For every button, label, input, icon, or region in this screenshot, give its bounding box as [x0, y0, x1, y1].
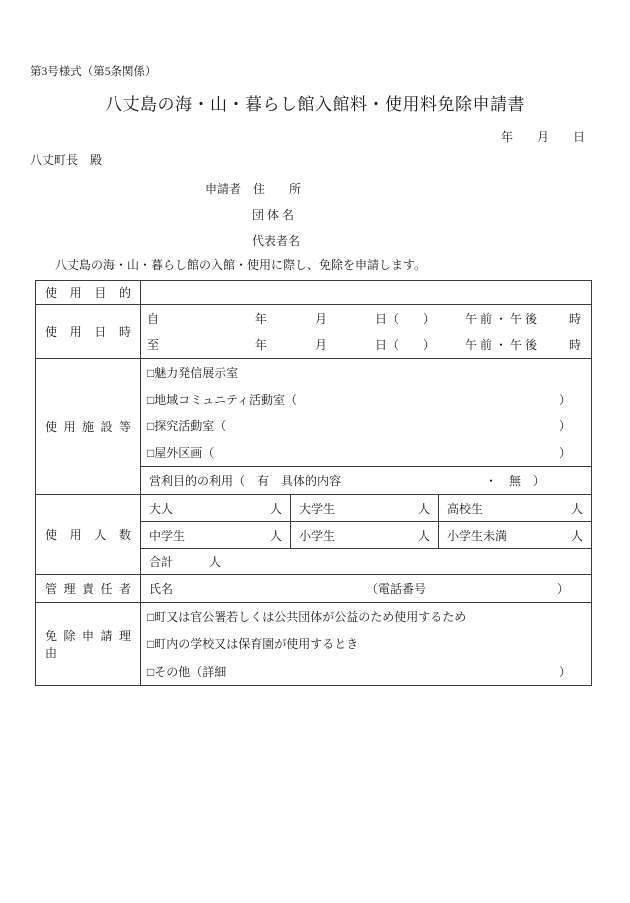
intro-sentence: 八丈島の海・山・暮らし館の入館・使用に際し、免除を申請します。 [55, 258, 427, 272]
page-title: 八丈島の海・山・暮らし館入館料・使用料免除申請書 [105, 95, 525, 114]
people-preschool-field[interactable] [439, 527, 591, 544]
datetime-from-hour-unit: 時 [569, 311, 582, 326]
row-datetime [36, 305, 592, 359]
datetime-field[interactable] [141, 305, 591, 358]
checkbox-icon[interactable]: □ [147, 637, 155, 652]
people-highschool-label: 高校生 [447, 501, 484, 516]
people-university-field[interactable] [291, 500, 438, 517]
people-unit: 人 [269, 528, 282, 543]
purpose-value-field[interactable] [141, 281, 592, 305]
close-paren: ） [559, 392, 572, 407]
people-label: 使 用 人 数 [36, 495, 141, 575]
exemption-option-label: 町又は官公署若しくは公共団体が公益のため使用するため [154, 610, 467, 625]
facilities-label: 使 用 施 設 等 [36, 359, 141, 495]
exemption-option-label: 町内の学校又は保育園が使用するとき [154, 637, 359, 652]
applicant-block [205, 176, 301, 254]
datetime-to-hour-unit: 時 [569, 338, 582, 353]
facility-option-inquiry [147, 417, 583, 434]
people-juniorhigh-field[interactable] [141, 527, 290, 544]
people-university-label: 大学生 [299, 501, 336, 516]
exemption-options [141, 603, 591, 685]
exemption-label: 免 除 申 請 理 由 [36, 603, 141, 686]
purpose-label: 使 用 目 的 [36, 281, 141, 305]
close-paren: ） [557, 582, 570, 596]
people-elementary-label: 小学生 [299, 528, 336, 543]
facility-option-label: 魅力発信展示室 [154, 365, 239, 380]
facility-option-exhibit [147, 364, 583, 381]
checkbox-icon[interactable]: □ [147, 365, 155, 380]
row-exemption-reason [36, 603, 592, 686]
people-highschool-field[interactable] [439, 500, 591, 517]
row-people-1 [36, 495, 592, 522]
datetime-to-text: 至 年 月 日（ ） 午 前 ・ 午 後 [147, 338, 538, 353]
datetime-from-text: 自 年 月 日（ ） 午 前 ・ 午 後 [147, 311, 538, 326]
people-unit: 人 [417, 528, 430, 543]
people-preschool-label: 小学生未満 [447, 528, 508, 543]
commercial-use-line [141, 472, 591, 489]
datetime-from-line [147, 310, 585, 327]
addressee: 八丈町長 殿 [30, 153, 103, 167]
exemption-option-other [147, 663, 583, 680]
people-unit: 人 [571, 528, 584, 543]
checkbox-icon[interactable]: □ [147, 419, 155, 434]
manager-phone-label: （電話番号 [366, 582, 427, 596]
row-purpose [36, 281, 592, 305]
datetime-to-line [147, 336, 585, 353]
commercial-use-left: 営利目的の利用（ 有 具体的内容 [149, 474, 342, 488]
date-line: 年 月 日 [500, 130, 585, 144]
close-paren: ） [559, 446, 572, 461]
exemption-option-public [147, 608, 583, 625]
facility-option-label: 地域コミュニティ活動室（ [154, 392, 298, 407]
people-adult-label: 大人 [149, 501, 174, 516]
facility-option-label: 探究活動室（ [154, 419, 227, 434]
datetime-label: 使 用 日 時 [36, 305, 141, 359]
checkbox-icon[interactable]: □ [147, 446, 155, 461]
manager-label: 管 理 責 任 者 [36, 575, 141, 603]
commercial-use-right: ・ 無 ） [485, 474, 546, 488]
people-unit: 人 [417, 501, 430, 516]
manager-field[interactable] [141, 580, 591, 597]
exemption-option-label: その他（詳細 [154, 664, 227, 679]
form-number: 第3号様式（第5条関係） [30, 66, 157, 78]
facility-option-outdoor [147, 444, 583, 461]
people-unit: 人 [269, 501, 282, 516]
checkbox-icon[interactable]: □ [147, 664, 155, 679]
facility-option-community [147, 391, 583, 408]
application-table [35, 280, 592, 686]
exemption-option-school [147, 635, 583, 652]
facilities-options [141, 359, 591, 466]
row-facilities [36, 359, 592, 467]
applicant-representative-line: 代表者名 [252, 234, 301, 248]
applicant-address-line: 申請者 住 所 [205, 182, 302, 196]
applicant-group-name-line: 団 体 名 [252, 208, 295, 222]
row-manager [36, 575, 592, 603]
facility-option-label: 屋外区画（ [154, 446, 215, 461]
checkbox-icon[interactable]: □ [147, 610, 155, 625]
close-paren: ） [559, 419, 572, 434]
people-juniorhigh-label: 中学生 [149, 528, 186, 543]
people-unit: 人 [571, 501, 584, 516]
people-total-field[interactable]: 合計 人 [141, 549, 592, 575]
manager-name-label: 氏名 [149, 582, 174, 596]
close-paren: ） [559, 664, 572, 679]
people-elementary-field[interactable] [291, 527, 438, 544]
people-adult-field[interactable] [141, 500, 290, 517]
checkbox-icon[interactable]: □ [147, 392, 155, 407]
